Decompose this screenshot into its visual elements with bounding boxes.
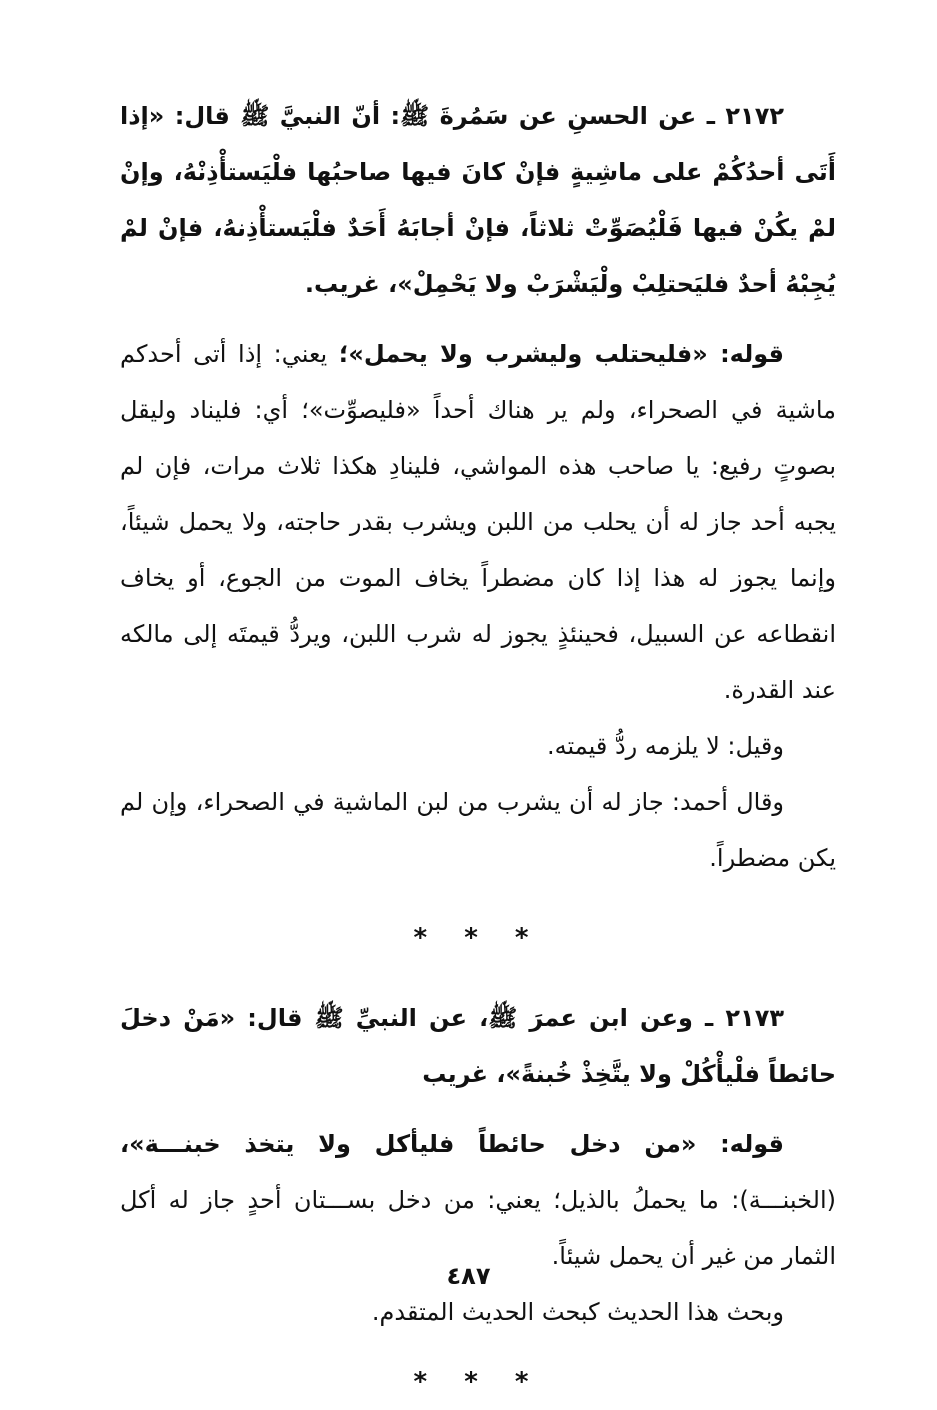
- commentary-2172-lead: قوله: «فليحتلب وليشرب ولا يحمل»؛: [338, 340, 784, 368]
- commentary-2173: [120, 1116, 836, 1284]
- section-divider-end: * * *: [413, 1367, 543, 1397]
- commentary-2173-note-1: وبحث هذا الحديث كبحث الحديث المتقدم.: [371, 1298, 784, 1326]
- page-content: [120, 88, 836, 1410]
- commentary-2172: [120, 326, 836, 718]
- commentary-2173-body: (الخبنـــة): ما يحملُ بالذيل؛ يعني: من دخل بســـتان أحدٍ جاز له أكل الثمار من غير أن يحمل شيئاً.: [120, 1186, 836, 1270]
- hadith-2173: ٢١٧٣ ـ وعن ابن عمرَ ﷺ، عن النبيِّ ﷺ قال: «مَنْ دخلَ حائطاً فلْيأْكُلْ ولا يتَّخِذْ خُبنةً»، غريب: [120, 1004, 836, 1088]
- section-divider: * * *: [413, 923, 543, 953]
- commentary-2172-note-1: وقيل: لا يلزمه ردُّ قيمته.: [547, 732, 784, 760]
- commentary-2172-body: يعني: إذا أتى أحدكم ماشية في الصحراء، ولم ير هناك أحداً «فليصوِّت»؛ أي: فليناد وليقل بصوتٍ رفيع: يا صاحب هذه المواشي، فلينادِ هكذا ثلاث مرات، فإن لم يجبه أحد جاز له أن يحلب من اللبن ويشرب بقدر حاجته، ولا يحمل شيئاً، وإنما يجوز له هذا إذا كان مضطراً يخاف الموت من الجوع، أو يخاف انقطاعه عن السبيل، فحينئذٍ يجوز له شرب اللبن، ويردُّ قيمتَه إلى مالكه عند القدرة.: [120, 340, 836, 704]
- commentary-2173-lead: قوله: «من دخل حائطاً فليأكل ولا يتخذ خبنـــة»،: [120, 1130, 784, 1158]
- commentary-2172-note-2: وقال أحمد: جاز له أن يشرب من لبن الماشية في الصحراء، وإن لم يكن مضطراً.: [120, 788, 836, 872]
- hadith-2172: ٢١٧٢ ـ عن الحسنِ عن سَمُرةَ ﷺ: أنّ النبيَّ ﷺ قال: «إذا أَتَى أحدُكُمْ على ماشِيةٍ فإنْ كانَ فيها صاحبُها فلْيَستأْذِنْهُ، وإنْ لمْ يكُنْ فيها فَلْيُصَوِّتْ ثلاثاً، فإنْ أجابَهُ أَحَدٌ فلْيَستأْذِنهُ، فإنْ لمْ يُجِبْهُ أحدٌ فليَحتلِبْ ولْيَشْرَبْ ولا يَحْمِلْ»، غريب.: [120, 102, 836, 298]
- page-number: ٤٨٧: [446, 1262, 491, 1290]
